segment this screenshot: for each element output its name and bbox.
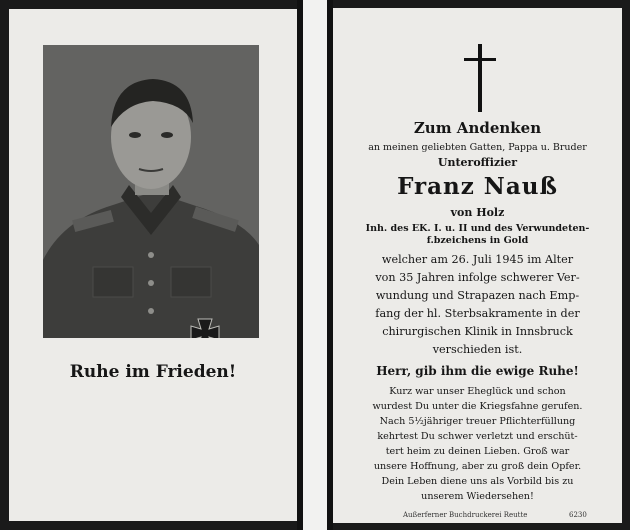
- verse-line: Dein Leben diene uns als Vorbild bis zu: [381, 476, 574, 487]
- printer-credit: Außerferner Buchdruckerei Reutte: [403, 511, 528, 519]
- verse-line: kehrtest Du schwer verletzt und erschüt-: [377, 431, 578, 442]
- card-divider: [297, 0, 333, 530]
- verse-line: tert heim zu deinen Lieben. Groß war: [385, 446, 570, 457]
- verse-line: Kurz war unser Eheglück und schon: [389, 386, 566, 397]
- left-card: [9, 9, 297, 521]
- death-notice-line: wundung und Strapazen nach Emp-: [375, 289, 580, 302]
- death-notice-line: welcher am 26. Juli 1945 im Alter: [381, 253, 574, 266]
- origin: von Holz: [450, 206, 505, 219]
- right-card: [333, 8, 622, 523]
- death-notice-line: chirurgischen Klinik in Innsbruck: [382, 325, 573, 338]
- death-notice-line: fang der hl. Sterbsakramente in der: [375, 307, 580, 320]
- deceased-name: Franz Nauß: [397, 173, 558, 200]
- verse-line: unsere Hoffnung, aber zu groß dein Opfer.: [373, 461, 582, 472]
- death-notice-line: von 35 Jahren infolge schwerer Ver-: [375, 271, 580, 284]
- dedication: an meinen geliebten Gatten, Pappa u. Bruder: [368, 142, 587, 153]
- decorations-line-1: Inh. des EK. I. u. II und des Verwundeten-: [365, 223, 590, 234]
- portrait-illustration: [43, 45, 259, 338]
- death-notice-line: verschieden ist.: [432, 343, 523, 356]
- print-number: 6230: [569, 511, 587, 519]
- soldier-portrait-photo: [43, 45, 259, 338]
- verse-line: unserem Wiedersehen!: [421, 491, 534, 502]
- heading: Zum Andenken: [413, 119, 542, 137]
- verse-line: Nach 5½jähriger treuer Pflichterfüllung: [379, 416, 576, 427]
- cross-icon: [464, 44, 496, 112]
- rank: Unteroffizier: [437, 156, 518, 169]
- verse-line: wurdest Du unter die Kriegsfahne gerufen.: [372, 401, 583, 412]
- decorations-line-2: f.bzeichens in Gold: [426, 235, 529, 246]
- prayer: Herr, gib ihm die ewige Ruhe!: [376, 364, 579, 378]
- rest-in-peace-text: Ruhe im Frieden!: [69, 362, 237, 382]
